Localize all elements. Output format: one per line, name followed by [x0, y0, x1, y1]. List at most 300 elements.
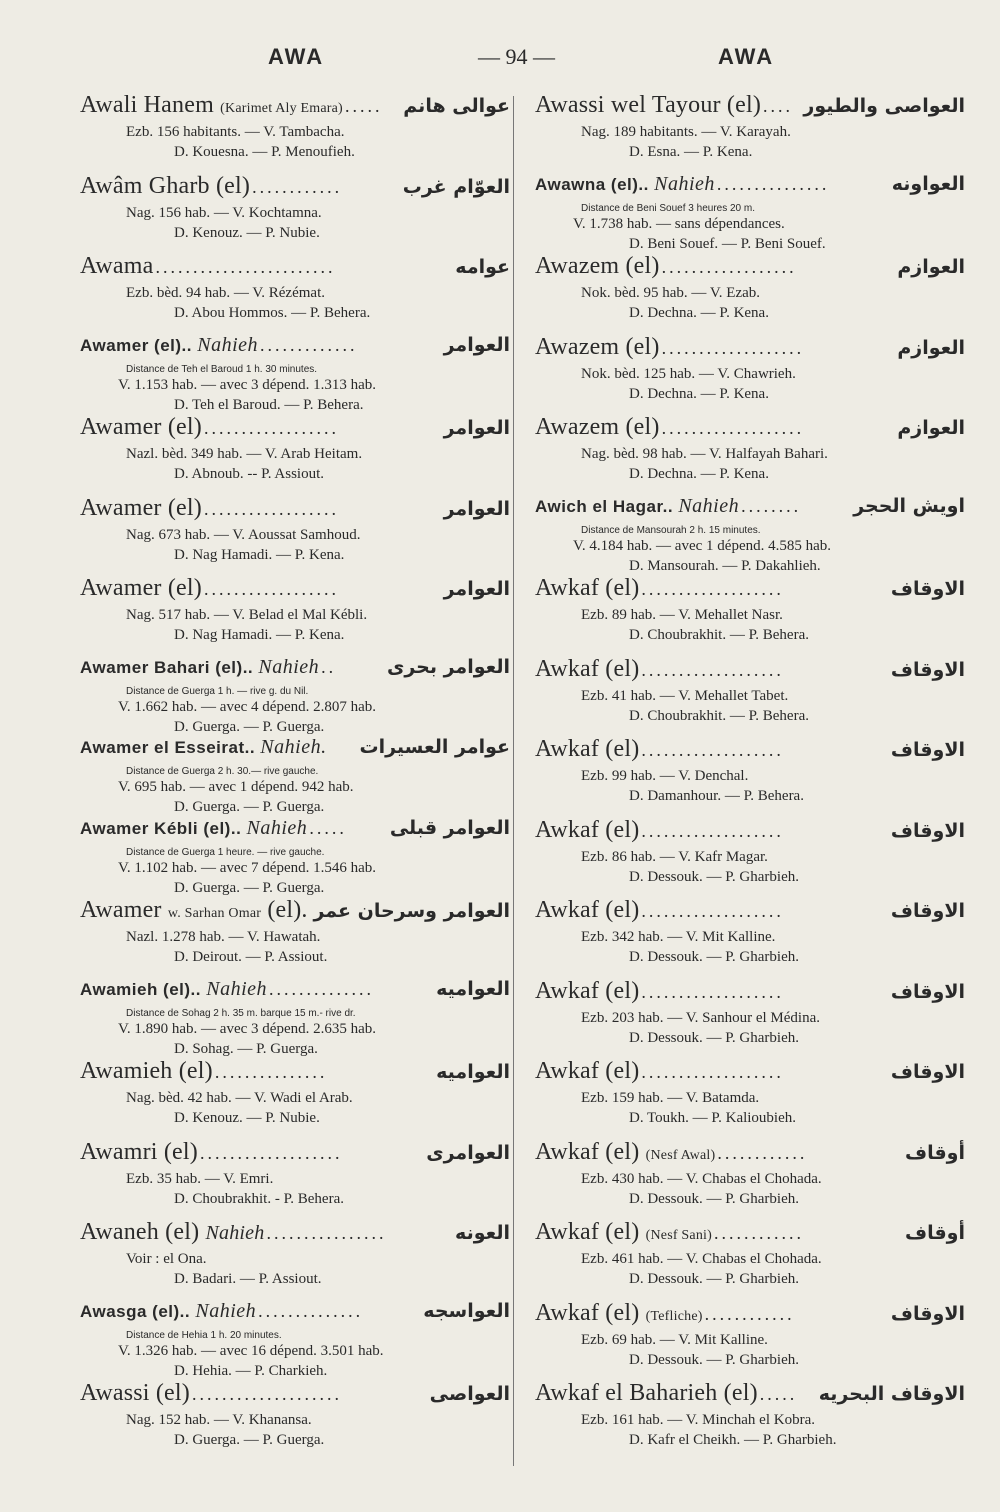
entry-name: [80, 173, 250, 200]
arabic-name: الاوقاف: [890, 578, 965, 600]
entry-headline: [535, 173, 965, 203]
district-line: D. Toukh. — P. Kalioubieh.: [629, 1110, 797, 1126]
population-line: Nag. bèd. 98 hab. — V. Halfayah Bahari.: [581, 446, 828, 462]
entry-name: [80, 334, 258, 357]
entry-headline: [80, 736, 510, 766]
left-column: [80, 92, 510, 1461]
population-line: Ezb. 35 hab. — V. Emri.: [126, 1170, 274, 1187]
arabic-name: العواميه: [436, 1061, 510, 1083]
entry-headline: [80, 575, 510, 605]
district-line: D. Dechna. — P. Kena.: [629, 466, 769, 482]
leader-dots: ...................: [641, 1062, 784, 1082]
place-qualifier: (Tefliche): [645, 1308, 703, 1324]
arabic-name: الاوقاف: [890, 1061, 965, 1083]
district-line: D. Guerga. — P. Guerga.: [174, 1432, 325, 1448]
gazetteer-entry: [535, 414, 965, 495]
population-line: Ezb. 430 hab. — V. Chabas el Chohada.: [581, 1170, 822, 1187]
entry-name: [535, 817, 639, 844]
distance-note: Distance de Sohag 2 h. 35 m. barque 15 m.- rive dr.: [126, 1007, 356, 1019]
district-line: D. Dessouk. — P. Gharbieh.: [629, 1351, 799, 1368]
district-line: D. Deirout. — P. Assiout.: [174, 949, 328, 965]
leader-dots: ....: [763, 96, 794, 116]
arabic-name: العوامر قبلى: [389, 816, 510, 839]
district-line: D. Damanhour. — P. Behera.: [629, 788, 804, 804]
district-line: D. Choubrakhit. - P. Behera.: [174, 1190, 344, 1207]
arabic-name: العوامر: [443, 333, 510, 356]
arabic-name: العوّام غرب: [402, 175, 510, 198]
entry-name: [80, 736, 327, 759]
entry-name: [80, 656, 319, 679]
arabic-name: أوقاف: [905, 1141, 965, 1164]
arabic-name: الاوقاف البحريه: [818, 1383, 965, 1405]
gazetteer-entry: [535, 495, 965, 576]
district-line: D. Choubrakhit. — P. Behera.: [629, 707, 809, 724]
arabic-name: العواصى: [429, 1383, 510, 1405]
entry-name: [535, 1058, 639, 1085]
gazetteer-entry: [80, 253, 510, 334]
population-line: V. 695 hab. — avec 1 dépend. 942 hab.: [118, 779, 354, 795]
gazetteer-entry: [535, 817, 965, 898]
arabic-name: العواونه: [891, 172, 965, 195]
population-line: V. 1.153 hab. — avec 3 dépend. 1.313 hab.: [118, 376, 377, 393]
entry-headline: [535, 92, 965, 122]
place-name: Awazem (el): [535, 253, 660, 279]
arabic-name: الاوقاف: [890, 1302, 965, 1325]
leader-dots: .....: [309, 817, 347, 838]
district-line: D. Dessouk. — P. Gharbieh.: [629, 1029, 799, 1046]
arabic-name: الاوقاف: [890, 739, 965, 761]
arabic-name: عوالى هانم: [403, 95, 510, 117]
entry-headline: [80, 495, 510, 525]
gazetteer-entry: [535, 736, 965, 817]
leader-dots: ................: [266, 1223, 387, 1243]
arabic-name: العواميه: [436, 977, 510, 1000]
district-line: D. Guerga. — P. Guerga.: [174, 799, 325, 815]
district-line: D. Hehia. — P. Charkieh.: [174, 1362, 328, 1379]
leader-dots: ...................: [199, 1142, 343, 1163]
place-name: Awich el Hagar..: [535, 496, 674, 516]
arabic-name: الاوقاف: [890, 900, 965, 922]
entry-name: [535, 495, 739, 518]
distance-note: Distance de Beni Souef 3 heures 20 m.: [581, 202, 755, 214]
leader-dots: ............: [717, 1142, 808, 1163]
gazetteer-entry: [80, 92, 510, 173]
nahieh-label: Nahieh: [654, 172, 715, 195]
district-line: D. Guerga. — P. Guerga.: [174, 879, 325, 896]
place-name: Awamer Kébli (el)..: [80, 818, 242, 838]
running-head-right: AWA: [718, 44, 775, 69]
nahieh-label: Nahieh: [258, 655, 320, 678]
entry-headline: [535, 1139, 965, 1169]
gazetteer-entry: [535, 1300, 965, 1381]
population-line: Ezb. 99 hab. — V. Denchal.: [581, 768, 749, 784]
entry-headline: [535, 897, 965, 927]
gazetteer-entry: [535, 1058, 965, 1139]
place-name: Awassi (el): [80, 1380, 190, 1406]
entry-name: [80, 575, 202, 602]
district-line: D. Kafr el Cheikh. — P. Gharbieh.: [629, 1432, 837, 1448]
population-line: Nag. bèd. 42 hab. — V. Wadi el Arab.: [126, 1090, 353, 1106]
leader-dots: ............: [252, 176, 343, 197]
entry-name: [535, 1139, 715, 1166]
entry-name: [535, 1300, 703, 1327]
column-divider: [513, 96, 514, 1466]
gazetteer-entry: [80, 414, 510, 495]
population-line: Ezb. 156 habitants. — V. Tambacha.: [126, 124, 345, 140]
population-line: V. 1.890 hab. — avec 3 dépend. 2.635 hab.: [118, 1020, 377, 1037]
entry-headline: [80, 817, 510, 847]
gazetteer-entry: [535, 897, 965, 978]
population-line: Voir : el Ona.: [126, 1251, 207, 1267]
leader-dots: ...................: [641, 901, 784, 921]
gazetteer-entry: [80, 978, 510, 1059]
gazetteer-entry: [80, 656, 510, 737]
entry-headline: [80, 253, 510, 283]
arabic-name: العوازم: [897, 256, 965, 278]
entry-name: [80, 897, 308, 924]
place-name: Awazem (el): [535, 333, 660, 360]
entry-name: [535, 253, 660, 280]
distance-note: Distance de Guerga 2 h. 30.— rive gauche.: [126, 766, 319, 777]
place-name: Awali Hanem: [80, 92, 214, 118]
entry-headline: [80, 1300, 510, 1330]
district-line: D. Dessouk. — P. Gharbieh.: [629, 1190, 799, 1207]
entry-headline: [535, 1300, 965, 1330]
distance-note: Distance de Guerga 1 h. — rive g. du Nil.: [126, 685, 309, 697]
distance-note: Distance de Hehia 1 h. 20 minutes.: [126, 1329, 282, 1341]
population-line: Ezb. 159 hab. — V. Batamda.: [581, 1090, 760, 1106]
entry-headline: [80, 414, 510, 444]
arabic-name: اويش الحجر: [853, 494, 965, 517]
leader-dots: ...............: [716, 173, 830, 194]
entry-headline: [80, 1139, 510, 1169]
population-line: Ezb. 41 hab. — V. Mehallet Tabet.: [581, 687, 789, 704]
entry-name: [80, 1058, 213, 1085]
nahieh-label: Nahieh: [197, 333, 259, 356]
district-line: D. Dessouk. — P. Gharbieh.: [629, 1271, 799, 1287]
place-name: Awamieh (el)..: [80, 979, 201, 999]
place-name: Awkaf (el): [535, 575, 640, 601]
place-name: Awamri (el): [80, 1138, 198, 1165]
leader-dots: .............: [260, 334, 358, 355]
entry-headline: [535, 1058, 965, 1088]
arabic-name: العوازم: [897, 417, 965, 439]
arabic-name: العوامرى: [426, 1141, 510, 1164]
leader-dots: ..................: [203, 579, 339, 599]
place-name: Awkaf (el): [535, 897, 640, 923]
nahieh-label: Nahieh: [206, 977, 268, 1000]
entry-headline: [535, 736, 965, 766]
entry-headline: [80, 656, 510, 686]
leader-dots: ........: [741, 495, 802, 516]
gazetteer-entry: [535, 656, 965, 737]
district-line: D. Choubrakhit. — P. Behera.: [629, 627, 809, 643]
entry-name: [535, 334, 660, 361]
district-line: D. Kouesna. — P. Menoufieh.: [174, 144, 355, 160]
gazetteer-entry: [80, 1300, 510, 1381]
entry-name: [535, 173, 715, 196]
right-column: [535, 92, 965, 1461]
arabic-name: العونه: [455, 1222, 510, 1244]
leader-dots: .....: [344, 96, 383, 116]
entry-headline: [535, 978, 965, 1008]
entry-headline: [535, 414, 965, 444]
entry-headline: [535, 656, 965, 686]
place-name: Awasga (el)..: [80, 1301, 191, 1321]
entry-headline: [535, 575, 965, 605]
entry-name: [80, 817, 307, 840]
population-line: Ezb. 161 hab. — V. Minchah el Kobra.: [581, 1412, 815, 1428]
place-suffix: (el).: [267, 897, 308, 923]
population-line: V. 1.102 hab. — avec 7 dépend. 1.546 hab.: [118, 859, 377, 876]
gazetteer-entry: [80, 736, 510, 817]
gazetteer-entry: [535, 334, 965, 415]
entry-headline: [80, 92, 510, 122]
place-qualifier: (Nesf Awal): [645, 1147, 716, 1163]
place-name: Awkaf (el): [535, 816, 640, 843]
arabic-name: العوامر: [443, 497, 510, 520]
distance-note: Distance de Teh el Baroud 1 h. 30 minutes.: [126, 363, 318, 375]
leader-dots: ..................: [203, 498, 339, 519]
entry-name: [80, 253, 153, 280]
entry-headline: [535, 334, 965, 364]
entry-headline: [535, 1380, 965, 1410]
leader-dots: ....................: [191, 1384, 342, 1404]
gazetteer-entry: [535, 1219, 965, 1300]
place-name: Awâm Gharb (el): [80, 172, 251, 199]
leader-dots: ...............: [214, 1062, 328, 1082]
population-line: Ezb. 69 hab. — V. Mit Kalline.: [581, 1331, 768, 1348]
gazetteer-entry: [535, 1380, 965, 1461]
entry-name: [80, 495, 202, 522]
entry-name: [80, 1219, 264, 1246]
arabic-name: العوامر وسرحان عمر: [313, 900, 510, 922]
district-line: D. Dechna. — P. Kena.: [629, 385, 769, 402]
leader-dots: ..: [321, 656, 337, 677]
population-line: Nazl. bèd. 349 hab. — V. Arab Heitam.: [126, 446, 363, 462]
nahieh-label: Nahieh: [246, 816, 308, 839]
district-line: D. Badari. — P. Assiout.: [174, 1271, 322, 1287]
running-head: [0, 44, 1000, 78]
district-line: D. Kenouz. — P. Nubie.: [174, 1110, 320, 1126]
population-line: Nag. 189 habitants. — V. Karayah.: [581, 124, 791, 140]
population-line: Nag. 152 hab. — V. Khanansa.: [126, 1412, 312, 1428]
gazetteer-entry: [535, 92, 965, 173]
entry-headline: [80, 334, 510, 364]
leader-dots: ..................: [203, 418, 339, 438]
population-line: Nok. bèd. 125 hab. — V. Chawrieh.: [581, 365, 796, 382]
population-line: Ezb. 342 hab. — V. Mit Kalline.: [581, 929, 776, 945]
leader-dots: ...................: [641, 659, 784, 680]
page-number: — 94 —: [478, 44, 555, 69]
arabic-name: الاوقاف: [890, 658, 965, 681]
population-line: Nag. 156 hab. — V. Kochtamna.: [126, 204, 322, 221]
entry-name: [80, 414, 202, 441]
population-line: V. 1.662 hab. — avec 4 dépend. 2.807 hab.: [118, 698, 377, 715]
place-name: Awazem (el): [535, 414, 660, 440]
running-head-left: AWA: [268, 44, 325, 69]
entry-name: [535, 1219, 712, 1246]
place-name: Awkaf (el): [535, 1138, 640, 1165]
district-line: D. Kenouz. — P. Nubie.: [174, 224, 320, 241]
place-name: Awkaf (el): [535, 1058, 640, 1084]
leader-dots: ..............: [269, 978, 375, 999]
gazetteer-entry: [80, 173, 510, 254]
gazetteer-entry: [80, 495, 510, 576]
place-name: Awamer (el): [80, 575, 202, 601]
leader-dots: ...................: [641, 820, 784, 841]
arabic-name: العواصى والطيور: [803, 95, 965, 117]
place-name: Awamer (el): [80, 414, 202, 440]
place-name: Awamer Bahari (el)..: [80, 657, 254, 677]
place-qualifier: (Nesf Sani): [645, 1228, 712, 1243]
leader-dots: ........................: [155, 257, 336, 277]
gazetteer-entry: [535, 1139, 965, 1220]
place-name: Awamer: [80, 897, 162, 923]
leader-dots: ...................: [641, 740, 784, 760]
place-name: Awkaf (el): [535, 1219, 640, 1245]
gazetteer-entry: [535, 978, 965, 1059]
place-name: Awassi wel Tayour (el): [535, 92, 762, 118]
gazetteer-entry: [535, 253, 965, 334]
population-line: Nok. bèd. 95 hab. — V. Ezab.: [581, 285, 761, 301]
nahieh-label: Nahieh: [205, 1222, 265, 1244]
entry-headline: [80, 897, 510, 927]
district-line: D. Mansourah. — P. Dakahlieh.: [629, 557, 821, 574]
arabic-name: العوامر: [443, 578, 510, 600]
distance-note: Distance de Mansourah 2 h. 15 minutes.: [581, 524, 761, 536]
population-line: V. 1.738 hab. — sans dépendances.: [573, 215, 785, 232]
arabic-name: العوازم: [897, 336, 965, 359]
place-name: Awamieh (el): [80, 1058, 213, 1084]
entry-name: [535, 1380, 758, 1407]
leader-dots: ............: [704, 1303, 795, 1324]
district-line: D. Nag Hamadi. — P. Kena.: [174, 546, 345, 563]
population-line: V. 1.326 hab. — avec 16 dépend. 3.501 hab.: [118, 1342, 384, 1359]
place-name: Awaneh (el): [80, 1219, 200, 1245]
entry-name: [535, 92, 761, 119]
leader-dots: .....: [759, 1384, 798, 1404]
entry-headline: [80, 1219, 510, 1249]
district-line: D. Beni Souef. — P. Beni Souef.: [629, 235, 826, 252]
population-line: Nag. 517 hab. — V. Belad el Mal Kébli.: [126, 607, 368, 623]
entry-name: [535, 736, 639, 763]
nahieh-label: Nahieh: [195, 1299, 257, 1322]
place-name: Awkaf (el): [535, 977, 640, 1004]
entry-headline: [535, 495, 965, 525]
gazetteer-entry: [80, 575, 510, 656]
arabic-name: العوامر: [443, 417, 510, 439]
gazetteer-entry: [535, 173, 965, 254]
population-line: Ezb. 203 hab. — V. Sanhour el Médina.: [581, 1009, 820, 1026]
gazetteer-entry: [80, 1380, 510, 1461]
place-name: Awamer (el)..: [80, 335, 193, 355]
gazetteer-entry: [80, 1058, 510, 1139]
gazetteer-entry: [80, 334, 510, 415]
entry-headline: [80, 1058, 510, 1088]
place-name: Awkaf (el): [535, 736, 640, 762]
entry-name: [535, 897, 639, 924]
district-line: D. Teh el Baroud. — P. Behera.: [174, 396, 364, 413]
entry-headline: [535, 817, 965, 847]
place-name: Awawna (el)..: [535, 174, 649, 194]
arabic-name: عوامر العسيرات: [359, 736, 510, 758]
leader-dots: ...................: [661, 418, 805, 438]
population-line: Nag. 673 hab. — V. Aoussat Samhoud.: [126, 526, 361, 543]
place-name: Awkaf el Baharieh (el): [535, 1380, 758, 1406]
district-line: D. Sohag. — P. Guerga.: [174, 1040, 318, 1057]
district-line: D. Abnoub. -- P. Assiout.: [174, 466, 325, 482]
entry-name: [80, 978, 267, 1001]
leader-dots: ...................: [641, 579, 784, 599]
leader-dots: ...................: [641, 981, 784, 1002]
gazetteer-entry: [80, 897, 510, 978]
entry-headline: [80, 978, 510, 1008]
place-name: Awama: [80, 253, 154, 279]
gazetteer-entry: [80, 1219, 510, 1300]
gazetteer-entry: [80, 817, 510, 898]
population-line: V. 4.184 hab. — avec 1 dépend. 4.585 hab.: [573, 537, 832, 554]
entry-headline: [80, 1380, 510, 1410]
leader-dots: ..................: [661, 257, 797, 277]
leader-dots: ............: [713, 1223, 804, 1243]
entry-name: [535, 575, 639, 602]
population-line: Ezb. 461 hab. — V. Chabas el Chohada.: [581, 1251, 822, 1267]
arabic-name: أوقاف: [905, 1222, 965, 1244]
district-line: D. Dechna. — P. Kena.: [629, 305, 769, 321]
district-line: D. Nag Hamadi. — P. Kena.: [174, 627, 345, 643]
arabic-name: العواسجه: [423, 1299, 510, 1322]
district-line: D. Guerga. — P. Guerga.: [174, 718, 325, 735]
place-name: Awamer (el): [80, 494, 202, 521]
entry-name: [80, 1139, 198, 1166]
nahieh-label: Nahieh.: [260, 736, 327, 758]
nahieh-label: Nahieh: [678, 494, 740, 517]
entry-name: [80, 1300, 256, 1323]
distance-note: Distance de Guerga 1 heure. — rive gauche.: [126, 846, 325, 858]
district-line: D. Dessouk. — P. Gharbieh.: [629, 949, 799, 965]
place-qualifier: w. Sarhan Omar: [167, 906, 262, 921]
gazetteer-entry: [80, 1139, 510, 1220]
population-line: Ezb. bèd. 94 hab. — V. Rézémat.: [126, 285, 325, 301]
place-qualifier: (Karimet Aly Emara): [220, 101, 343, 116]
leader-dots: ...................: [661, 337, 805, 358]
arabic-name: العوامر بحرى: [386, 655, 510, 678]
population-line: Ezb. 86 hab. — V. Kafr Magar.: [581, 848, 768, 865]
arabic-name: عوامه: [455, 256, 510, 278]
entry-name: [80, 1380, 190, 1407]
district-line: D. Abou Hommos. — P. Behera.: [174, 305, 371, 321]
population-line: Nazl. 1.278 hab. — V. Hawatah.: [126, 929, 321, 945]
entry-headline: [535, 1219, 965, 1249]
place-name: Awkaf (el): [535, 1299, 640, 1326]
entry-name: [535, 656, 639, 683]
entry-name: [80, 92, 343, 119]
place-name: Awkaf (el): [535, 655, 640, 682]
entry-headline: [80, 173, 510, 203]
district-line: D. Dessouk. — P. Gharbieh.: [629, 868, 799, 885]
place-name: Awamer el Esseirat..: [80, 738, 256, 757]
gazetteer-entry: [535, 575, 965, 656]
entry-name: [535, 414, 660, 441]
district-line: D. Esna. — P. Kena.: [629, 144, 753, 160]
arabic-name: الاوقاف: [890, 980, 965, 1003]
leader-dots: ..............: [258, 1300, 364, 1321]
population-line: Ezb. 89 hab. — V. Mehallet Nasr.: [581, 607, 783, 623]
entry-headline: [535, 253, 965, 283]
entry-name: [535, 978, 639, 1005]
arabic-name: الاوقاف: [890, 819, 965, 842]
